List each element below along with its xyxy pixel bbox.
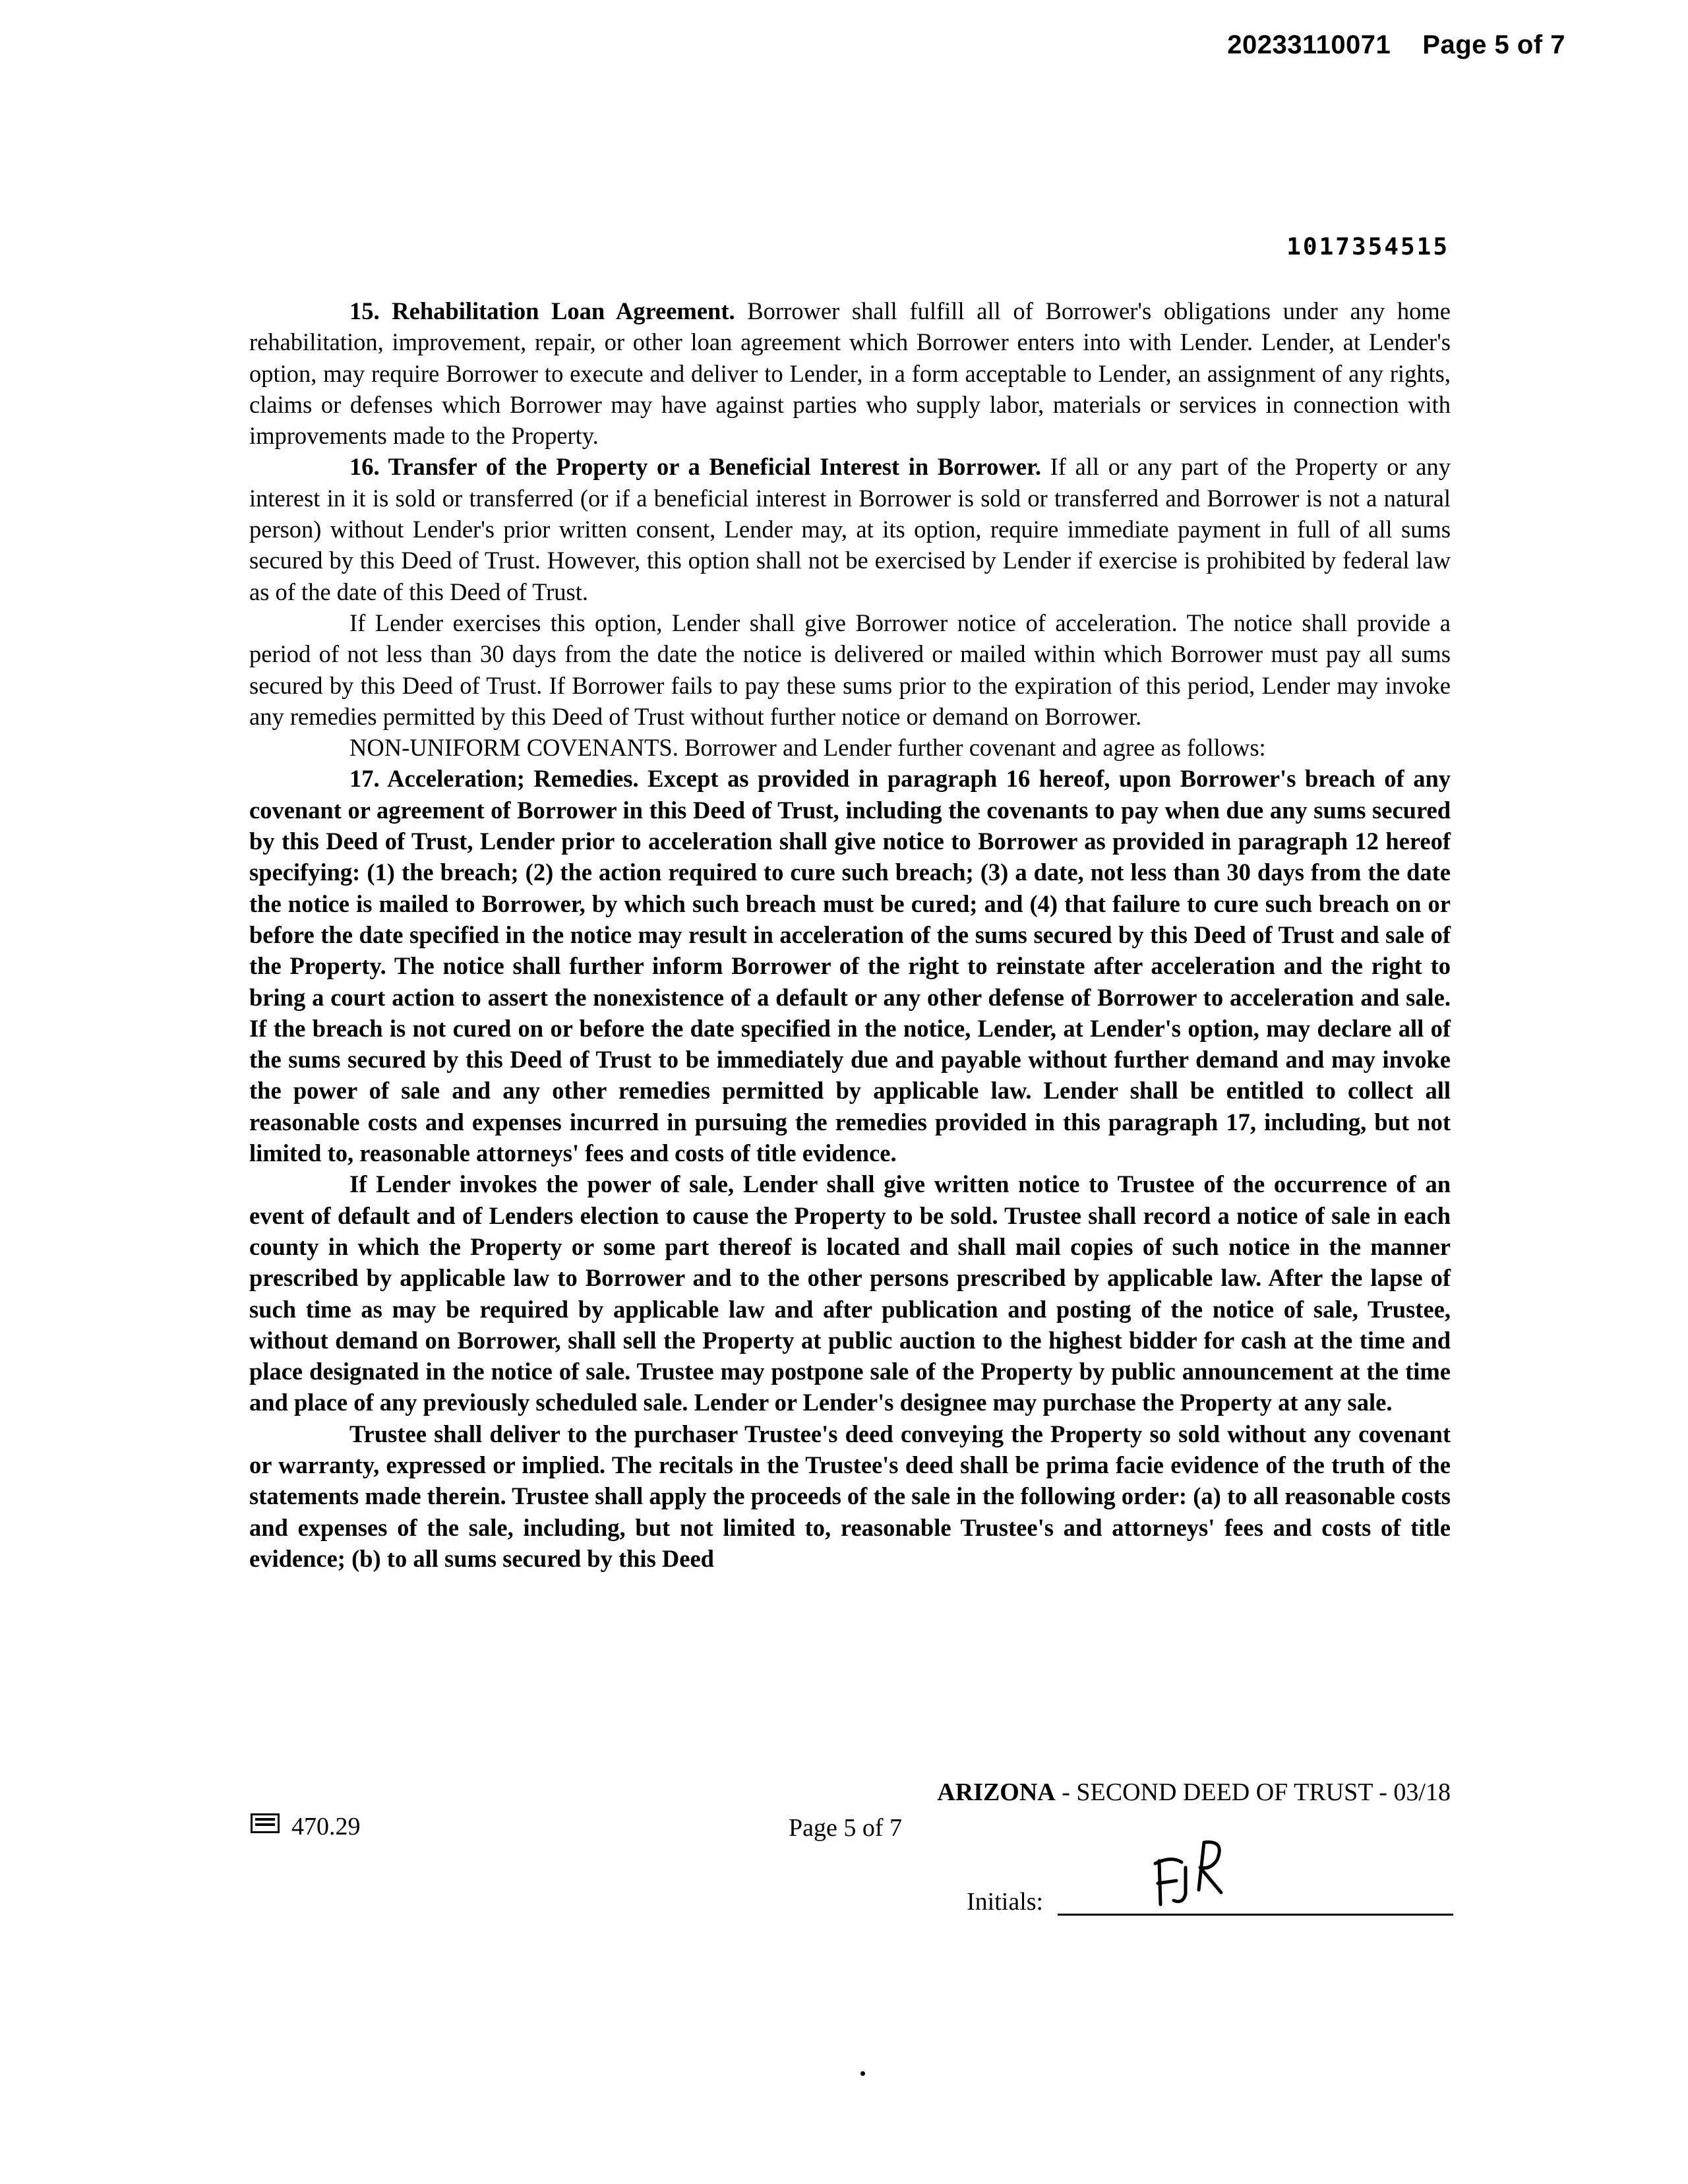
- paragraph-15: [249, 295, 1451, 451]
- scan-speck: [860, 2071, 865, 2076]
- recording-number: 20233110071: [1227, 30, 1391, 59]
- paragraph-17-power-of-sale: If Lender invokes the power of sale, Lender shall give written notice to Trustee of the occurrence of an event of default and of Lenders election to cause the Property to be sold. Trustee shall record a notice of sale in each county in which the Property or some part thereof is located and shall mail copies of such notice in the manner prescribed by applicable law to Borrower and to the other persons prescribed by applicable law. After the lapse of such time as may be required by applicable law and after publication and posting of the notice of sale, Trustee, without demand on Borrower, shall sell the Property at public auction to the highest bidder for cash at the time and place designated in the notice of sale. Trustee may postpone sale of the Property by public announcement at the time and place of any previously scheduled sale. Lender or Lender's designee may purchase the Property at any sale.: [249, 1170, 1451, 1416]
- form-title-text: - SECOND DEED OF TRUST - 03/18: [1055, 1778, 1451, 1806]
- initials-line: [1058, 1914, 1453, 1916]
- paragraph-16-notice: If Lender exercises this option, Lender shall give Borrower notice of acceleration. The notice shall provide a period of not less than 30 days from the date the notice is delivered or mailed within which Borrower must pay all sums secured by this Deed of Trust. If Borrower fails to pay these sums prior to the expiration of this period, Lender may invoke any remedies permitted by this Deed of Trust without further notice or demand on Borrower.: [249, 609, 1451, 730]
- paragraph-17: 17. Acceleration; Remedies. Except as provided in paragraph 16 hereof, upon Borrower's breach of any covenant or agreement of Borrower in this Deed of Trust, including the covenants to pay when due any sums secured by this Deed of Trust, Lender prior to acceleration shall give notice to Borrower as provided in paragraph 12 hereof specifying: (1) the breach; (2) the action required to cure such breach; (3) a date, not less than 30 days from the date the notice is mailed to Borrower, by which such breach must be cured; and (4) that failure to cure such breach on or before the date specified in the notice may result in acceleration of the sums secured by this Deed of Trust and sale of the Property. The notice shall further inform Borrower of the right to reinstate after acceleration and the right to bring a court action to assert the nonexistence of a default or any other defense of Borrower to acceleration and sale. If the breach is not cured on or before the date specified in the notice, Lender, at Lender's option, may declare all of the sums secured by this Deed of Trust to be immediately due and payable without further demand and may invoke the power of sale and any other remedies permitted by applicable law. Lender shall be entitled to collect all reasonable costs and expenses incurred in pursuing the remedies provided in this paragraph 17, including, but not limited to, reasonable attorneys' fees and costs of title evidence.: [249, 765, 1451, 1167]
- paragraph-17-trustee-deed: Trustee shall deliver to the purchaser Trustee's deed conveying the Property so sold without any covenant or warranty, expressed or implied. The recitals in the Trustee's deed shall be prima facie evidence of the truth of the statements made therein. Trustee shall apply the proceeds of the sale in the following order: (a) to all reasonable costs and expenses of the sale, including, but not limited to, reasonable Trustee's and attorneys' fees and costs of title evidence; (b) to all sums secured by this Deed: [249, 1420, 1451, 1572]
- form-number: [251, 1812, 361, 1841]
- form-number-text: 470.29: [291, 1813, 361, 1840]
- paragraph-16-heading: 16. Transfer of the Property or a Beneficial Interest in Borrower.: [349, 453, 1041, 481]
- paragraph-15-text: Borrower shall fulfill all of Borrower's obligations under any home rehabilitation, improvement, repair, or other loan agreement which Borrower enters into with Lender. Lender, at Lender's option, may require Borrower to execute and deliver to Lender, in a form acceptable to Lender, an assignment of any rights, claims or defenses which Borrower may have against parties who supply labor, materials or services in connection with improvements made to the Property.: [249, 297, 1451, 450]
- non-uniform-covenants: NON-UNIFORM COVENANTS. Borrower and Lender further covenant and agree as follows:: [349, 734, 1266, 762]
- recording-page: Page 5 of 7: [1422, 30, 1565, 59]
- recording-header: [1227, 30, 1565, 60]
- page-number: Page 5 of 7: [789, 1814, 903, 1842]
- form-state: ARIZONA: [937, 1778, 1056, 1806]
- initials-signature: [1147, 1827, 1226, 1912]
- initials-label: Initials:: [967, 1888, 1044, 1916]
- paragraph-16: [249, 451, 1451, 607]
- paragraph-16-text: If all or any part of the Property or any interest in it is sold or transferred (or if a beneficial interest in Borrower is sold or transferred and Borrower is not a natural person) without Lender's prior written consent, Lender may, at its option, require immediate payment in full of all sums secured by this Deed of Trust. However, this option shall not be exercised by Lender if exercise is prohibited by federal law as of the date of this Deed of Trust.: [249, 453, 1451, 605]
- paragraph-15-heading: 15. Rehabilitation Loan Agreement.: [349, 297, 735, 324]
- loan-number: 1017354515: [1286, 233, 1449, 260]
- form-icon: [251, 1813, 280, 1833]
- form-title: [937, 1778, 1451, 1807]
- document-body: [249, 295, 1451, 1574]
